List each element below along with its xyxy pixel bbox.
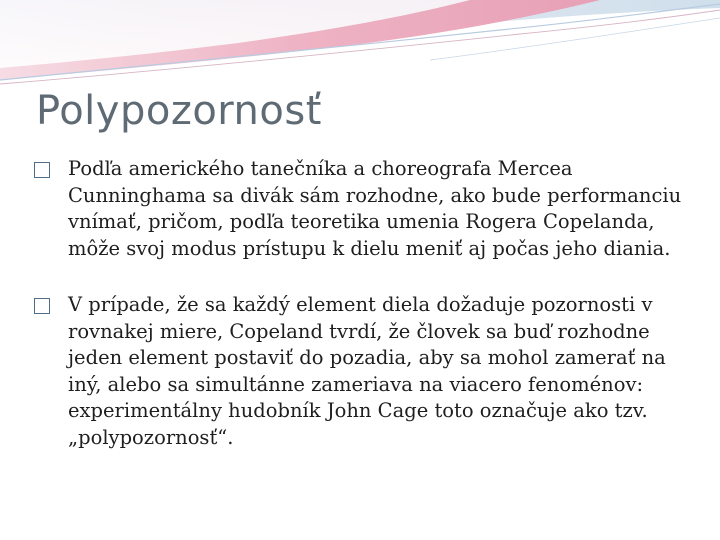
checkbox-bullet-icon [34,162,50,178]
bullet-item [34,292,684,451]
bullet-text: Podľa amerického tanečníka a choreografa Mercea Cunninghama sa divák sám rozhodne, ako bude performanciu vnímať, pričom, podľa teoretika umenia Rogera Copelanda, môže svoj modus prístupu k dielu meniť aj počas jeho diania. [68,157,682,260]
bullet-list [34,156,684,481]
slide-title: Polypozornosť [36,88,322,134]
bullet-item [34,156,684,262]
bullet-text: V prípade, že sa každý element diela dožaduje pozornosti v rovnakej miere, Copeland tvrdí, že človek sa buď rozhodne jeden element postaviť do pozadia, aby sa mohol zamerať na iný, alebo sa simultánne zameriava na viacero fenoménov: experimentálny hudobník John Cage toto označuje ako tzv. „polypozornosť“. [68,293,666,449]
checkbox-bullet-icon [34,298,50,314]
